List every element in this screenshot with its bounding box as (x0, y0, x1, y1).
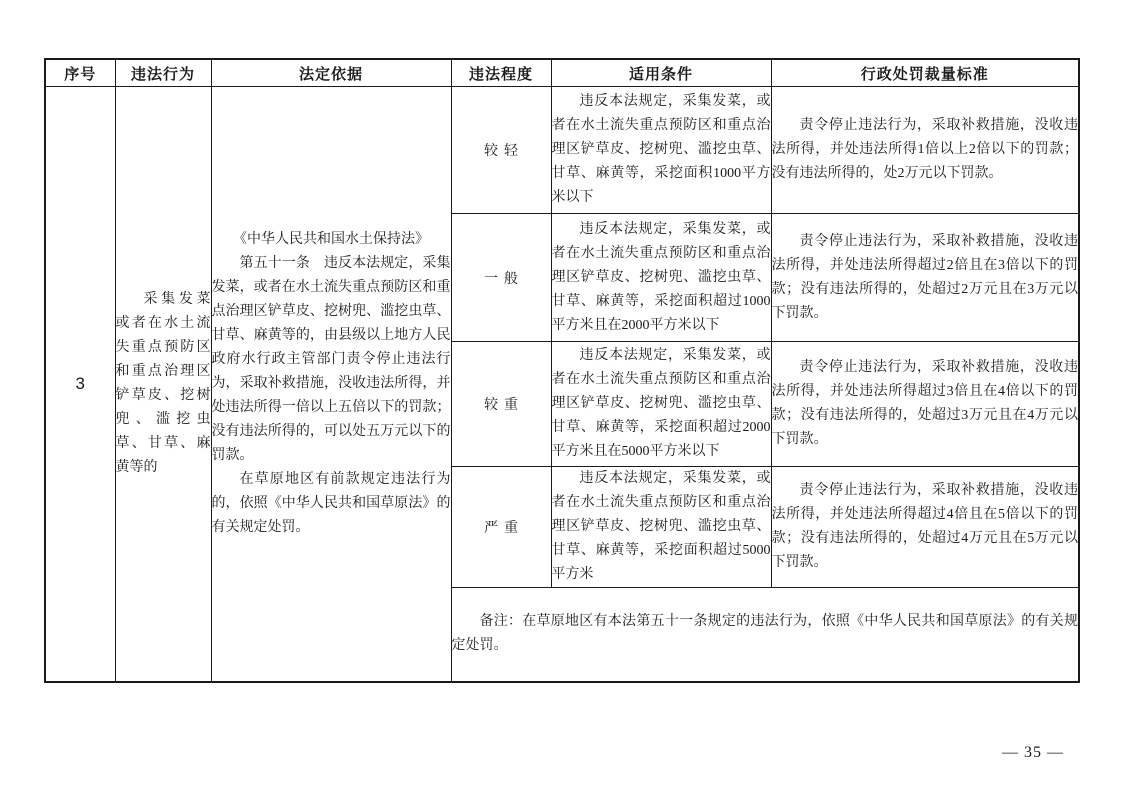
degree-cell-heavy: 较重 (451, 342, 551, 467)
standard-text-severe: 责令停止违法行为，采取补救措施，没收违法所得，并处违法所得超过4倍且在5倍以下的罚款；没有违法所得的，处超过4万元且在5万元以下罚款。 (771, 483, 1078, 570)
standard-text-heavy: 责令停止违法行为，采取补救措施，没收违法所得，并处违法所得超过3倍且在4倍以下的罚款；没有违法所得的，处超过3万元且在4万元以下罚款。 (771, 360, 1078, 447)
degree-cell-light: 较轻 (451, 87, 551, 214)
header-legal-basis: 法定依据 (211, 59, 451, 87)
header-serial-number: 序号 (45, 59, 115, 87)
header-applicable-conditions: 适用条件 (551, 59, 771, 87)
condition-text-heavy: 违反本法规定，采集发菜，或者在水土流失重点预防区和重点治理区铲草皮、挖树兜、滥挖虫草、甘草、麻黄等，采挖面积超过2000平方米且在5000平方米以下 (551, 348, 771, 459)
illegal-behavior-cell (115, 87, 211, 682)
condition-cell-light (551, 87, 771, 214)
degree-cell-severe: 严重 (451, 467, 551, 588)
legal-basis-paragraph-2: 在草原地区有前款规定违法行为的，依照《中华人民共和国草原法》的有关规定处罚。 (211, 471, 451, 535)
legal-basis-cell (211, 87, 451, 682)
condition-cell-general (551, 214, 771, 342)
standard-cell-light (771, 87, 1079, 214)
condition-cell-heavy (551, 342, 771, 467)
condition-text-general: 违反本法规定，采集发菜，或者在水土流失重点预防区和重点治理区铲草皮、挖树兜、滥挖虫草、甘草、麻黄等，采挖面积超过1000平方米且在2000平方米以下 (551, 221, 771, 333)
standard-text-light: 责令停止违法行为，采取补救措施，没收违法所得，并处违法所得1倍以上2倍以下的罚款；没有违法所得的，处2万元以下罚款。 (771, 118, 1078, 181)
standard-cell-general (771, 214, 1079, 342)
severity-row-light (45, 87, 1079, 214)
legal-basis-paragraph-1: 第五十一条 违反本法规定，采集发菜，或者在水土流失重点预防区和重点治理区铲草皮、挖树兜、滥挖虫草、甘草、麻黄等的，由县级以上地方人民政府水行政主管部门责令停止违法行为，采取补救措施，没收违法所得，并处违法所得一倍以上五倍以下的罚款；没有违法所得的，可以处五万元以下的罚款。 (211, 255, 451, 463)
legal-basis-title: 《中华人民共和国水土保持法》 (233, 231, 429, 247)
header-violation-degree: 违法程度 (451, 59, 551, 87)
illegal-behavior-text: 采集发菜或者在水土流失重点预防区和重点治理区铲草皮、挖树兜、滥挖虫草、甘草、麻黄等的 (115, 291, 211, 475)
penalty-standards-table (44, 58, 1080, 683)
condition-cell-severe (551, 467, 771, 588)
remark-text: 备注：在草原地区有本法第五十一条规定的违法行为，依照《中华人民共和国草原法》的有关规定处罚。 (451, 614, 1078, 654)
header-row (45, 59, 1079, 87)
header-illegal-behavior: 违法行为 (115, 59, 211, 87)
standard-text-general: 责令停止违法行为，采取补救措施，没收违法所得，并处违法所得超过2倍且在3倍以下的罚款；没有违法所得的，处超过2万元且在3万元以下罚款。 (771, 233, 1078, 321)
case-number-cell: 3 (45, 87, 115, 682)
condition-text-light: 违反本法规定，采集发菜，或者在水土流失重点预防区和重点治理区铲草皮、挖树兜、滥挖虫草、甘草、麻黄等，采挖面积1000平方米以下 (551, 94, 771, 205)
header-penalty-standard: 行政处罚裁量标准 (771, 59, 1079, 87)
standard-cell-severe (771, 467, 1079, 588)
degree-cell-general: 一般 (451, 214, 551, 342)
standard-cell-heavy (771, 342, 1079, 467)
condition-text-severe: 违反本法规定，采集发菜，或者在水土流失重点预防区和重点治理区铲草皮、挖树兜、滥挖虫草、甘草、麻黄等，采挖面积超过5000平方米 (551, 471, 771, 582)
page-number: — 35 — (1002, 744, 1064, 761)
remark-cell (451, 588, 1079, 682)
